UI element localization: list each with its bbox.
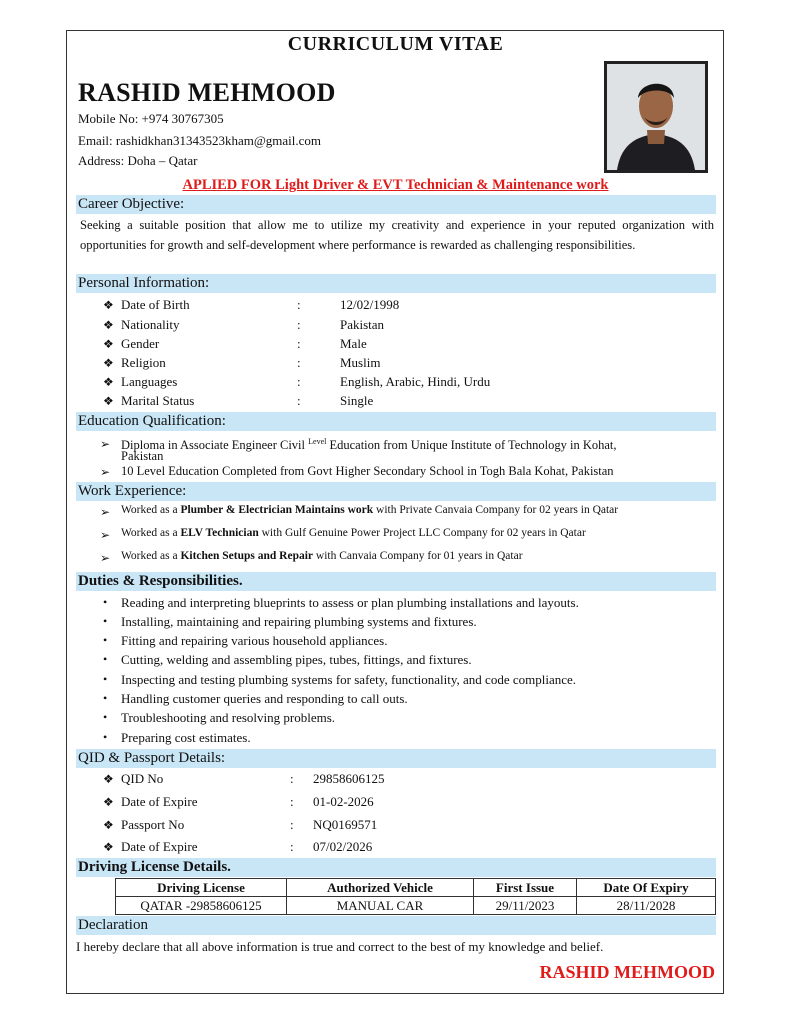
arrow-bullet-icon: ➢ xyxy=(100,437,111,451)
section-title: Duties & Responsibilities. xyxy=(78,573,243,589)
duty-item: Preparing cost estimates. xyxy=(121,730,251,745)
info-label: Marital Status xyxy=(121,393,195,408)
work-role: Plumber & Electrician Maintains work xyxy=(180,504,374,516)
signature-name: RASHID MEHMOOD xyxy=(539,962,715,982)
candidate-name: RASHID MEHMOOD xyxy=(78,78,336,107)
id-colon: : xyxy=(290,794,294,809)
table-cell: MANUAL CAR xyxy=(287,897,474,915)
work-role: ELV Technician xyxy=(180,527,259,539)
dot-bullet-icon: • xyxy=(103,710,108,724)
info-colon: : xyxy=(297,336,301,351)
education-text: Education from Unique Institute of Technology in Kohat, xyxy=(326,438,617,453)
home-address: Address: Doha – Qatar xyxy=(78,153,198,168)
diamond-bullet-icon: ❖ xyxy=(103,318,114,332)
info-label: Religion xyxy=(121,355,166,370)
education-header xyxy=(76,412,716,431)
id-value: 07/02/2026 xyxy=(313,839,373,854)
table-cell: 28/11/2028 xyxy=(577,897,716,915)
driving-license-table xyxy=(115,878,716,915)
work-role: Kitchen Setups and Repair xyxy=(180,550,314,562)
section-title: Career Objective: xyxy=(78,196,185,212)
info-value: Pakistan xyxy=(340,317,385,332)
mobile-number: Mobile No: +974 30767305 xyxy=(78,111,224,126)
dot-bullet-icon: • xyxy=(103,633,108,647)
info-colon: : xyxy=(297,297,301,312)
career-objective-header xyxy=(76,195,716,214)
info-label: Gender xyxy=(121,336,160,351)
duty-item: Inspecting and testing plumbing systems for safety, functionality, and code compliance. xyxy=(121,672,577,687)
declaration-text: I hereby declare that all above information is true and correct to the best of my knowledge and belief. xyxy=(76,939,604,954)
id-colon: : xyxy=(290,771,294,786)
diamond-bullet-icon: ❖ xyxy=(103,795,114,809)
section-title: Work Experience: xyxy=(78,483,187,499)
table-header-row xyxy=(116,879,716,897)
diamond-bullet-icon: ❖ xyxy=(103,772,114,786)
duties-header xyxy=(76,572,716,591)
id-colon: : xyxy=(290,817,294,832)
diamond-bullet-icon: ❖ xyxy=(103,356,114,370)
work-text: with Gulf Genuine Power Project LLC Company for 02 years in Qatar xyxy=(258,527,586,539)
id-label: Passport No xyxy=(121,817,185,832)
diamond-bullet-icon: ❖ xyxy=(103,337,114,351)
diamond-bullet-icon: ❖ xyxy=(103,840,114,854)
section-title: Driving License Details. xyxy=(78,859,231,875)
id-colon: : xyxy=(290,839,294,854)
id-label: Date of Expire xyxy=(121,839,198,854)
duty-item: Handling customer queries and responding to call outs. xyxy=(121,691,408,706)
dot-bullet-icon: • xyxy=(103,691,108,705)
info-colon: : xyxy=(297,355,301,370)
dot-bullet-icon: • xyxy=(103,614,108,628)
work-text: Worked as a xyxy=(121,527,181,539)
duty-item: Cutting, welding and assembling pipes, tubes, fittings, and fixtures. xyxy=(121,652,472,667)
work-text: Worked as a xyxy=(121,504,181,516)
table-row xyxy=(116,897,716,915)
career-objective-text: Seeking a suitable position that allow me to utilize my creativity and experience in your reputed organization with opportunities for growth and self-development where performance is rewarded as challenging responsibilities. xyxy=(80,218,714,252)
dot-bullet-icon: • xyxy=(103,652,108,666)
table-cell: 29/11/2023 xyxy=(474,897,577,915)
duty-item: Troubleshooting and resolving problems. xyxy=(121,710,336,725)
info-colon: : xyxy=(297,393,301,408)
id-label: QID No xyxy=(121,771,164,786)
section-title: QID & Passport Details: xyxy=(78,750,226,766)
education-superscript: Level xyxy=(308,437,327,446)
diamond-bullet-icon: ❖ xyxy=(103,375,114,389)
column-header: Authorized Vehicle xyxy=(287,879,474,897)
info-label: Nationality xyxy=(121,317,180,332)
education-item: 10 Level Education Completed from Govt Higher Secondary School in Togh Bala Kohat, Pakistan xyxy=(121,464,614,478)
section-title: Declaration xyxy=(78,917,148,933)
id-value: 29858606125 xyxy=(313,771,385,786)
work-item xyxy=(121,504,618,516)
id-label: Date of Expire xyxy=(121,794,198,809)
column-header: Driving License xyxy=(116,879,287,897)
info-label: Languages xyxy=(121,374,178,389)
info-label: Date of Birth xyxy=(121,297,190,312)
info-value: Muslim xyxy=(340,355,381,370)
arrow-bullet-icon: ➢ xyxy=(100,465,111,479)
work-experience-header xyxy=(76,482,716,501)
id-value: 01-02-2026 xyxy=(313,794,374,809)
arrow-bullet-icon: ➢ xyxy=(100,528,111,542)
work-item xyxy=(121,550,523,562)
info-value: Male xyxy=(340,336,367,351)
section-title: Education Qualification: xyxy=(78,413,226,429)
profile-photo xyxy=(604,61,708,173)
info-colon: : xyxy=(297,374,301,389)
diamond-bullet-icon: ❖ xyxy=(103,298,114,312)
diamond-bullet-icon: ❖ xyxy=(103,394,114,408)
education-item xyxy=(121,437,617,453)
duty-item: Installing, maintaining and repairing plumbing systems and fixtures. xyxy=(121,614,477,629)
education-text: Diploma in Associate Engineer Civil xyxy=(121,438,309,453)
personal-info-header xyxy=(76,274,716,293)
id-value: NQ0169571 xyxy=(313,817,378,832)
info-value: Single xyxy=(340,393,374,408)
dot-bullet-icon: • xyxy=(103,595,108,609)
table-cell: QATAR -29858606125 xyxy=(116,897,287,915)
column-header: Date Of Expiry xyxy=(577,879,716,897)
driving-license-header xyxy=(76,858,716,877)
work-text: with Canvaia Company for 01 years in Qatar xyxy=(313,550,523,562)
dot-bullet-icon: • xyxy=(103,672,108,686)
section-title: Personal Information: xyxy=(78,275,210,291)
qid-passport-header xyxy=(76,749,716,768)
info-value: 12/02/1998 xyxy=(340,297,400,312)
duty-item: Reading and interpreting blueprints to assess or plan plumbing installations and layouts. xyxy=(121,595,579,610)
education-item-continued: Pakistan xyxy=(121,449,164,463)
arrow-bullet-icon: ➢ xyxy=(100,505,111,519)
work-item xyxy=(121,527,586,539)
declaration-header xyxy=(76,916,716,935)
document-title: CURRICULUM VITAE xyxy=(287,33,504,55)
duty-item: Fitting and repairing various household appliances. xyxy=(121,633,388,648)
work-text: Worked as a xyxy=(121,550,181,562)
diamond-bullet-icon: ❖ xyxy=(103,818,114,832)
dot-bullet-icon: • xyxy=(103,730,108,744)
work-text: with Private Canvaia Company for 02 years in Qatar xyxy=(373,504,619,516)
info-value: English, Arabic, Hindi, Urdu xyxy=(340,374,491,389)
email-address: Email: rashidkhan31343523kham@gmail.com xyxy=(78,133,322,148)
info-colon: : xyxy=(297,317,301,332)
applied-for-heading: APLIED FOR Light Driver & EVT Technician & Maintenance work xyxy=(182,177,609,193)
column-header: First Issue xyxy=(474,879,577,897)
arrow-bullet-icon: ➢ xyxy=(100,551,111,565)
